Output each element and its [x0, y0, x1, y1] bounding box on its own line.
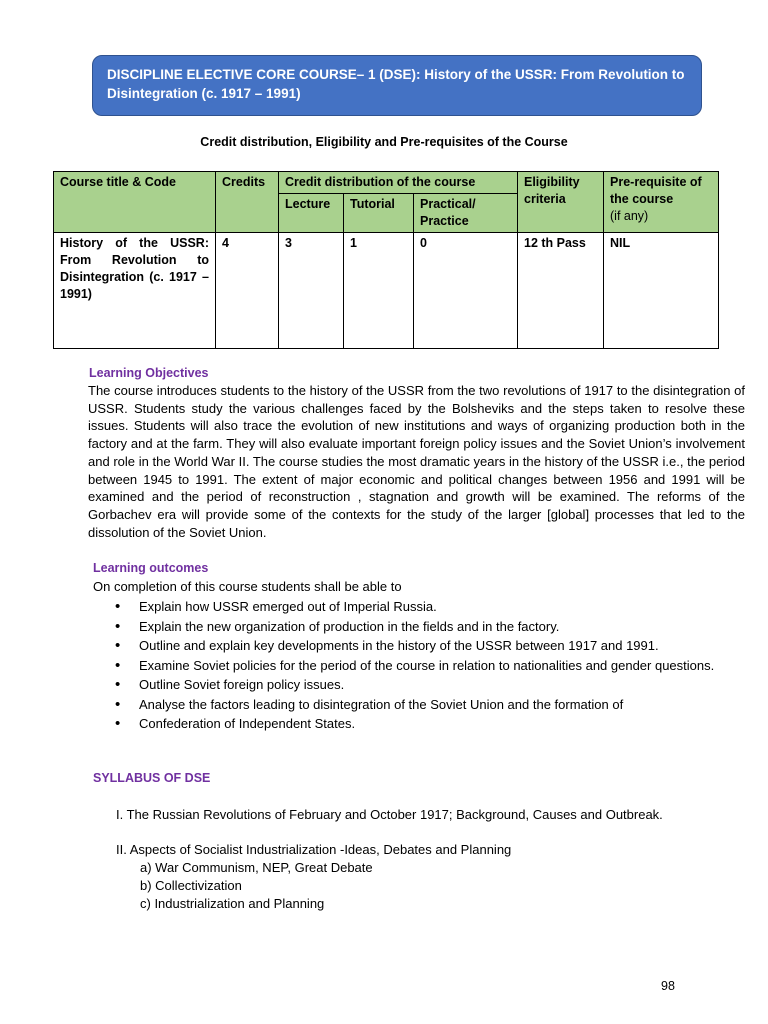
syllabus-title: SYLLABUS OF DSE [93, 771, 211, 785]
table-row [54, 233, 719, 349]
learning-outcomes-list [115, 598, 735, 735]
list-item: • Explain how USSR emerged out of Imperial Russia. [115, 598, 735, 616]
header-tutorial: Tutorial [344, 194, 414, 233]
header-prerequisite-note: (if any) [610, 209, 649, 223]
learning-objectives-text: The course introduces students to the history of the USSR from the two revolutions of 1917 to the disintegration of USSR. Students study the various challenges faced by the Bolsheviks and the steps taken to resolve these issues. Students will also trace the evolution of new institutions and ways of organizing production both in the factory and at the farm. They will also evaluate important foreign policy issues and the Soviet Union’s involvement and role in the World War II. The course studies the most dramatic years in the history of the USSR i.e., the period between 1945 to 1991. The extent of major economic and political changes between 1956 and 1991 will be examined and the period of reconstruction , stagnation and growth will be examined. The reforms of the Gorbachev era will provide some of the contexts for the study of the larger [global] processes that led to the dissolution of the Soviet Union. [88, 383, 745, 540]
cell-credits: 4 [216, 233, 279, 349]
header-practical: Practical/ Practice [414, 194, 518, 233]
header-eligibility: Eligibility criteria [518, 172, 604, 233]
syllabus-unit-2: II. Aspects of Socialist Industrialization -Ideas, Debates and Planning [116, 842, 512, 857]
table-header-row [54, 172, 719, 194]
banner-title: DISCIPLINE ELECTIVE CORE COURSE– 1 (DSE): History of the USSR: From Revolution to Disintegration (c. 1917 – 1991) [107, 67, 685, 101]
cell-eligibility: 12 th Pass [518, 233, 604, 349]
cell-tutorial: 1 [344, 233, 414, 349]
cell-practical: 0 [414, 233, 518, 349]
cell-lecture: 3 [279, 233, 344, 349]
header-lecture: Lecture [279, 194, 344, 233]
header-prerequisite [604, 172, 719, 233]
header-course-title: Course title & Code [54, 172, 216, 233]
list-item: • Outline Soviet foreign policy issues. [115, 676, 735, 694]
syllabus-unit-2-item: a) War Communism, NEP, Great Debate [140, 860, 373, 875]
header-credit-distribution: Credit distribution of the course [279, 172, 518, 194]
list-item: • Confederation of Independent States. [115, 715, 735, 733]
syllabus-unit-2-item: c) Industrialization and Planning [140, 896, 325, 911]
header-credits: Credits [216, 172, 279, 233]
table-heading: Credit distribution, Eligibility and Pre-requisites of the Course [200, 135, 568, 149]
list-item: • Analyse the factors leading to disintegration of the Soviet Union and the formation of [115, 696, 735, 714]
list-item: • Outline and explain key developments in the history of the USSR between 1917 and 1991. [115, 637, 735, 655]
cell-prerequisite: NIL [604, 233, 719, 349]
credit-distribution-table [53, 171, 719, 349]
course-title-banner [92, 55, 702, 116]
header-prerequisite-label: Pre-requisite of the course [610, 175, 702, 206]
syllabus-unit-2-item: b) Collectivization [140, 878, 242, 893]
learning-outcomes-intro: On completion of this course students shall be able to [93, 579, 402, 594]
list-item: • Explain the new organization of production in the fields and in the factory. [115, 618, 735, 636]
page-number: 98 [661, 979, 675, 993]
syllabus-unit-1: I. The Russian Revolutions of February and October 1917; Background, Causes and Outbreak. [116, 807, 663, 822]
learning-outcomes-title: Learning outcomes [93, 561, 209, 575]
cell-course-title: History of the USSR: From Revolution to Disintegration (c. 1917 –1991) [54, 233, 216, 349]
list-item: • Examine Soviet policies for the period of the course in relation to nationalities and gender questions. [115, 657, 735, 675]
learning-objectives-title: Learning Objectives [89, 366, 209, 380]
